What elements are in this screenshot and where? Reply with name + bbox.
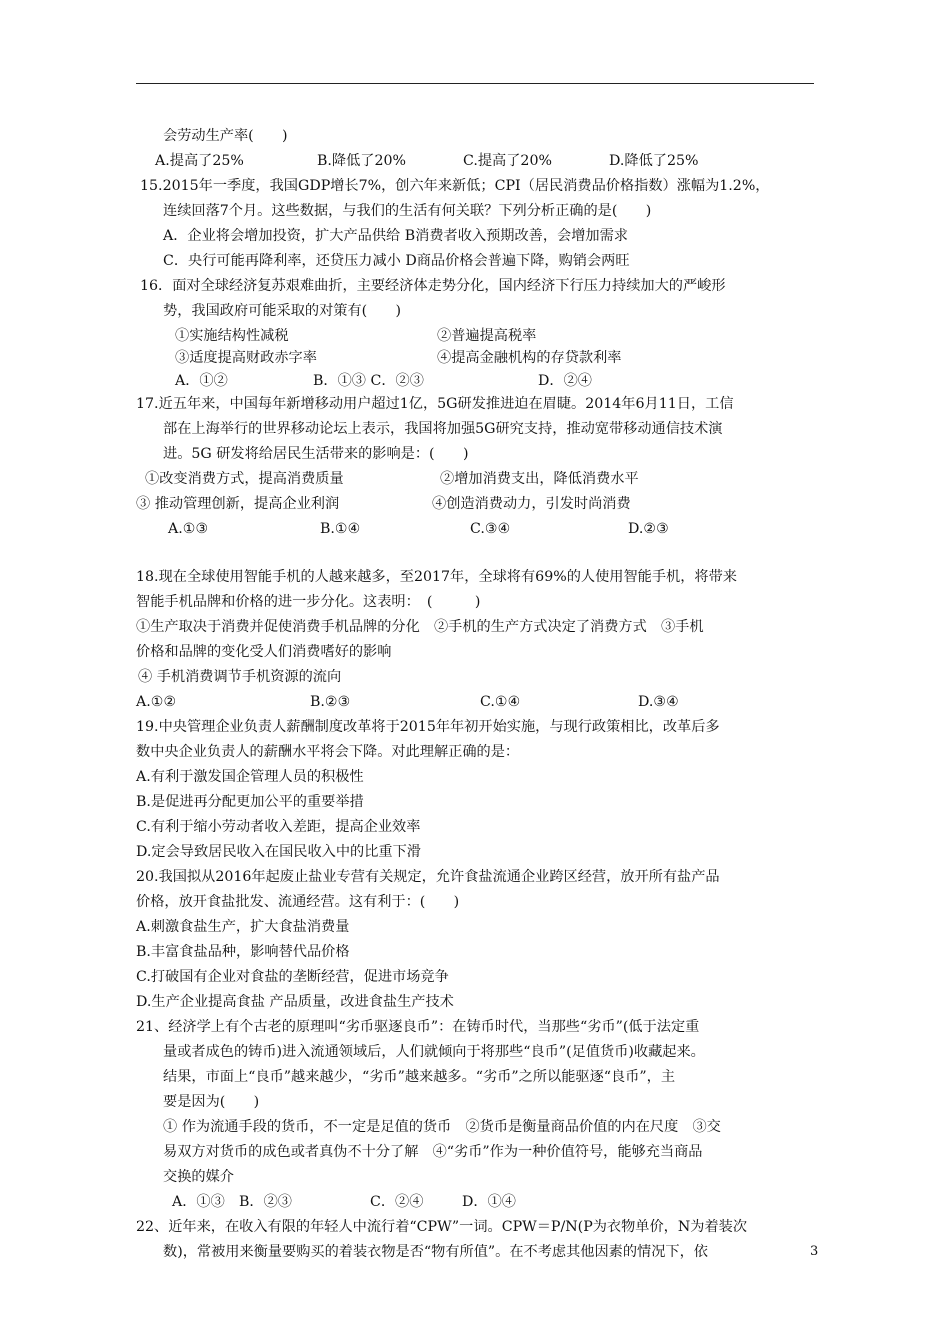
text-line: ① 作为流通手段的货币，不一定是足值的货币 ②货币是衡量商品价值的内在尺度 ③交: [163, 1119, 721, 1135]
option-d: D.定会导致居民收入在国民收入中的比重下滑: [136, 844, 421, 860]
option-b: B.①④: [320, 521, 361, 537]
option-c: C.有利于缩小劳动者收入差距，提高企业效率: [136, 819, 421, 835]
option-d: D．②④: [538, 373, 592, 389]
option-a: A．①②: [175, 373, 228, 389]
statement-2: ②增加消费支出，降低消费水平: [440, 471, 639, 487]
text-line: 量或者成色的铸币)进入流通领域后，人们就倾向于将那些“良币”(足值货币)收藏起来。: [163, 1044, 705, 1060]
option-b: B.降低了20%: [317, 153, 407, 169]
question-16: 16．面对全球经济复苏艰难曲折，主要经济体走势分化，国内经济下行压力持续加大的严峻形: [140, 278, 726, 294]
text-line: 势，我国政府可能采取的对策有( ): [163, 303, 402, 319]
text-line: 价格和品牌的变化受人们消费嗜好的影响: [136, 644, 392, 660]
option-a: A.有利于激发国企管理人员的积极性: [136, 769, 364, 785]
option-a: A.提高了25%: [155, 153, 244, 169]
statement-4: ④提高金融机构的存贷款利率: [437, 350, 622, 366]
option-a: A.①②: [136, 694, 177, 710]
text-line: 会劳动生产率( ): [163, 128, 288, 144]
text-line: 易双方对货币的成色或者真伪不十分了解 ④“劣币”作为一种价值符号，能够充当商品: [163, 1144, 703, 1160]
option-c: C.③④: [470, 521, 511, 537]
question-21: 21、经济学上有个古老的原理叫“劣币驱逐良币”：在铸币时代，当那些“劣币”(低于法定重: [136, 1019, 700, 1035]
option-d: D.②③: [628, 521, 669, 537]
text-line: 数)，常被用来衡量要购买的着装衣物是否“物有所值”。在不考虑其他因素的情况下，依: [163, 1244, 708, 1260]
text-line: 交换的媒介: [163, 1169, 234, 1185]
option-a: A.①③: [168, 521, 209, 537]
option-c: C.打破国有企业对食盐的垄断经营，促进市场竞争: [136, 969, 449, 985]
option-c: C．②④: [370, 1194, 424, 1210]
option-b: B.②③: [310, 694, 351, 710]
option-c: C.提高了20%: [463, 153, 552, 169]
option-d: D.③④: [638, 694, 679, 710]
text-line: 要是因为( ): [163, 1094, 260, 1110]
question-18: 18.现在全球使用智能手机的人越来越多，至2017年，全球将有69%的人使用智能手机，将带来: [136, 569, 737, 585]
option-b: B.是促进再分配更加公平的重要举措: [136, 794, 364, 810]
question-22: 22、近年来，在收入有限的年轻人中流行着“CPW”一词。CPW＝P/N(P为衣物单价，N为着装次: [136, 1219, 748, 1235]
option-d: D.降低了25%: [609, 153, 699, 169]
page-number: 3: [810, 1244, 819, 1259]
question-17: 17.近五年来，中国每年新增移动用户超过1亿，5G研发推进迫在眉睫。2014年6月11日，工信: [136, 396, 734, 412]
option-b: B.丰富食盐品种，影响替代品价格: [136, 944, 350, 960]
option-line: A．企业将会增加投资，扩大产品供给 B消费者收入预期改善，会增加需求: [163, 228, 628, 244]
text-line: 数中央企业负责人的薪酬水平将会下降。对此理解正确的是：: [136, 744, 520, 760]
text-line: 价格，放开食盐批发、流通经营。这有利于：( ): [136, 894, 460, 910]
option-d: D.生产企业提高食盐 产品质量，改进食盐生产技术: [136, 994, 454, 1010]
text-line: 智能手机品牌和价格的进一步分化。这表明： ( ): [136, 594, 481, 610]
statement-1: ①实施结构性减税: [175, 328, 289, 344]
text-line: 进。5G 研发将给居民生活带来的影响是：( ): [163, 446, 469, 462]
option-d: D．①④: [462, 1194, 516, 1210]
statement-3: ③ 推动管理创新，提高企业利润: [136, 496, 340, 512]
statement-3: ③适度提高财政赤字率: [175, 350, 317, 366]
text-line: 部在上海举行的世界移动论坛上表示，我国将加强5G研究支持，推动宽带移动通信技术演: [163, 421, 723, 437]
header-rule: [136, 83, 814, 84]
question-15: 15.2015年一季度，我国GDP增长7%，创六年来新低；CPI（居民消费品价格指数）涨幅为1.2%，: [140, 178, 770, 194]
option-ab: A．①③ B．②③: [172, 1194, 292, 1210]
text-line: 连续回落7个月。这些数据，与我们的生活有何关联？下列分析正确的是( ): [163, 203, 652, 219]
option-bc: B．①③ C．②③: [313, 373, 424, 389]
question-19: 19.中央管理企业负责人薪酬制度改革将于2015年年初开始实施，与现行政策相比，改革后多: [136, 719, 720, 735]
statement-1: ①改变消费方式，提高消费质量: [145, 471, 344, 487]
statement-2: ②普遍提高税率: [437, 328, 537, 344]
option-c: C.①④: [480, 694, 521, 710]
option-line: C．央行可能再降利率，还贷压力减小 D商品价格会普遍下降，购销会两旺: [163, 253, 630, 269]
question-20: 20.我国拟从2016年起废止盐业专营有关规定，允许食盐流通企业跨区经营，放开所有盐产品: [136, 869, 720, 885]
option-a: A.刺激食盐生产，扩大食盐消费量: [136, 919, 350, 935]
statement-4: ④ 手机消费调节手机资源的流向: [138, 669, 342, 685]
statement-4: ④创造消费动力，引发时尚消费: [432, 496, 631, 512]
text-line: 结果，市面上“良币”越来越少，“劣币”越来越多。“劣币”之所以能驱逐“良币”，主: [163, 1069, 676, 1085]
text-line: ①生产取决于消费并促使消费手机品牌的分化 ②手机的生产方式决定了消费方式 ③手机: [136, 619, 704, 635]
